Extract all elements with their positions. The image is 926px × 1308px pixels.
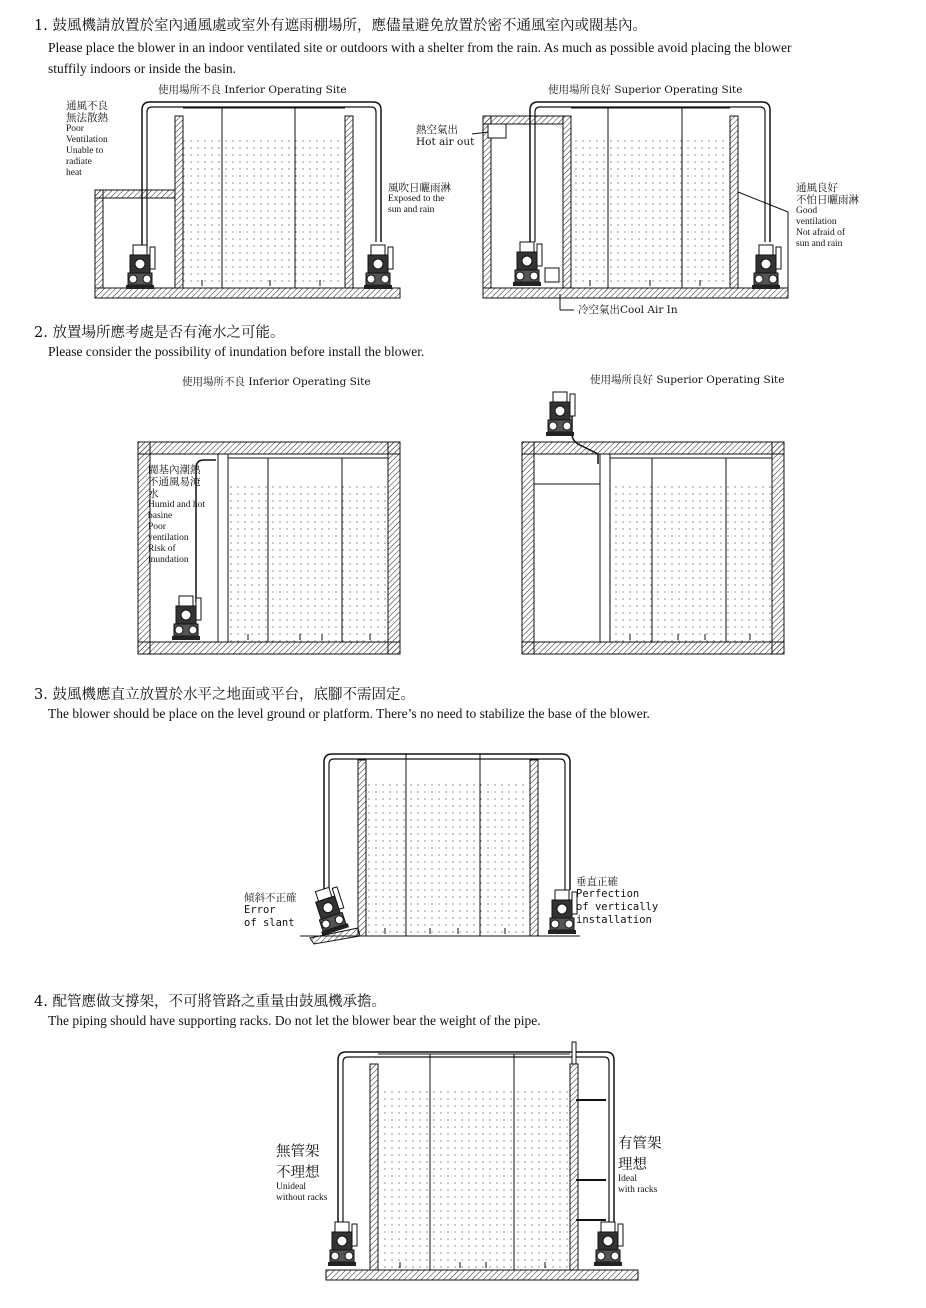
humid-basin-label: 閥基內潮熱 不通風易淹 水 Humid and hot basine Poor ventilation Risk of inundation [148, 464, 205, 565]
vertical-label: 垂直正確 Perfection of vertically installation [576, 876, 659, 926]
figure-1-right-title: 使用場所良好 Superior Operating Site [548, 84, 743, 96]
figure-4 [270, 1040, 690, 1290]
superior-basin-drawing [522, 392, 784, 654]
section-4-text-en: The piping should have supporting racks. Do not let the blower bear the weight of the pipe. [48, 1013, 541, 1028]
inferior-site-drawing [95, 102, 400, 298]
section-2-text-en: Please consider the possibility of inundation before install the blower. [48, 344, 425, 359]
figure-1-left-title: 使用場所不良 Inferior Operating Site [158, 84, 347, 96]
figure-2-right-title: 使用場所良好 Superior Operating Site [590, 374, 785, 386]
figure-3-drawing [240, 740, 680, 960]
figure-3 [240, 740, 680, 960]
section-1-text-en-line1: Please place the blower in an indoor ventilated site or outdoors with a shelter from the rain. As much as possible avoid placing the blower [48, 40, 792, 55]
figure-2 [130, 372, 790, 662]
exposed-label: 風吹日曬雨淋 Exposed to the sun and rain [388, 182, 451, 215]
section-1-text-en-line2: stuffily indoors or inside the basin. [48, 61, 236, 76]
rack-label: 有管架 理想 Ideal with racks [618, 1136, 662, 1195]
cool-air-label: 冷空氣出Cool Air In [578, 304, 678, 316]
figure-1-drawing [90, 82, 910, 318]
superior-site-drawing [472, 102, 788, 310]
section-2-title-zh: 2. 放置場所應考處是否有淹水之可能。 [34, 325, 285, 341]
poor-ventilation-label: 通風不良 無法散熱 Poor Ventilation Unable to radiate heat [66, 100, 108, 178]
section-3-text-en: The blower should be place on the level ground or platform. There’s no need to stabilize the base of the blower. [48, 706, 650, 721]
no-rack-label: 無管架 不理想 Unideal without racks [276, 1144, 328, 1203]
section-1-title-zh: 1. 鼓風機請放置於室內通風處或室外有遮雨棚場所，應儘量避免放置於密不通風室內或閥基內。 [34, 18, 647, 34]
figure-1 [66, 82, 910, 318]
hot-air-label: 熱空氣出 Hot air out [416, 124, 475, 148]
figure-2-drawing [130, 372, 790, 662]
section-3-title-zh: 3. 鼓風機應直立放置於水平之地面或平台，底腳不需固定。 [34, 687, 415, 703]
figure-2-left-title: 使用場所不良 Inferior Operating Site [182, 376, 371, 388]
good-ventilation-label: 通風良好 不怕日曬雨淋 Good ventilation Not afraid of sun and rain [796, 182, 859, 249]
section-4-title-zh: 4. 配管應做支撐架，不可將管路之重量由鼓風機承擔。 [34, 994, 386, 1010]
slant-label: 傾斜不正確 Error of slant [244, 892, 297, 929]
